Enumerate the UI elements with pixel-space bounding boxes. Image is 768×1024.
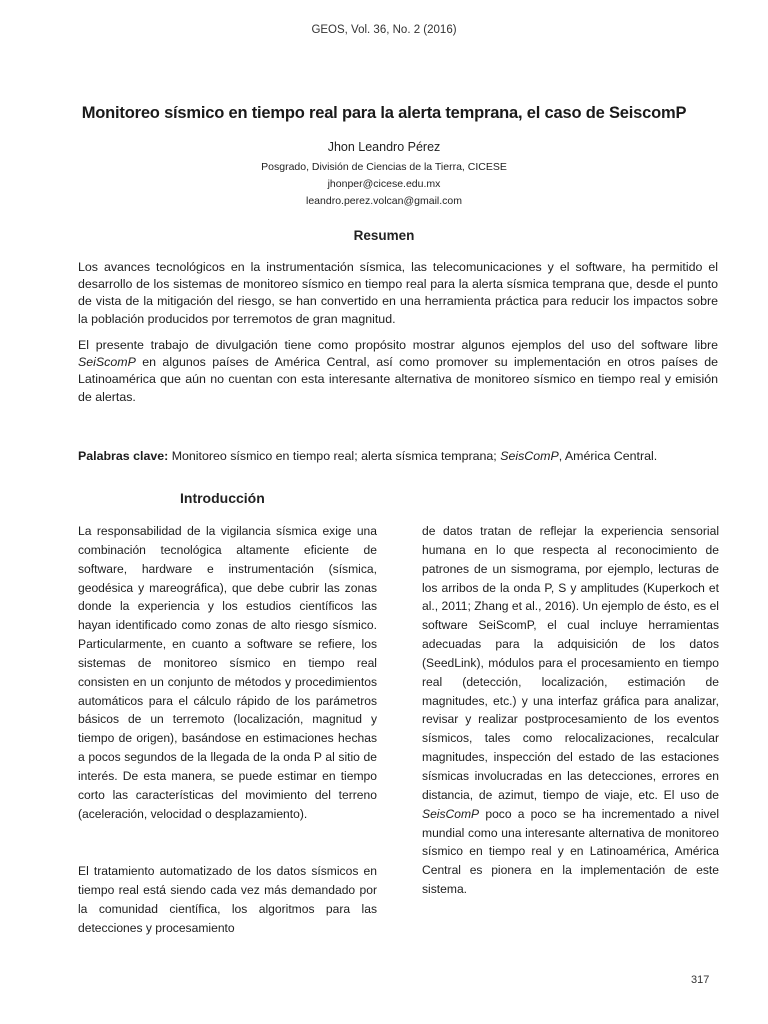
author-email: jhonper@cicese.edu.mx — [327, 178, 441, 190]
intro-right-text-end: poco a poco se ha incrementado a nivel mundial como una interesante alternativa de monitoreo sísmico en tiempo real y en Latinoamérica, América Central es pionera en la implementación de este sistema. — [422, 806, 719, 897]
author-email-alt: leandro.perez.volcan@gmail.com — [306, 195, 462, 207]
author-name: Jhon Leandro Pérez — [327, 140, 441, 154]
abstract-paragraph: Los avances tecnológicos en la instrumentación sísmica, las telecomunicaciones y el software, ha permitido el desarrollo de los sistemas de monitoreo sísmico en tiempo real para la alerta sísmica temprana que, desde el punto de vista de la mitigación del riesgo, se han convertido en una herramienta práctica para reducir los impactos sobre la población producidos por terremotos de gran magnitud. — [78, 260, 718, 326]
intro-right-paragraph — [422, 522, 719, 899]
author-affiliation: Posgrado, División de Ciencias de la Tierra, CICESE — [261, 161, 507, 173]
abstract-text: en algunos países de América Central, así como promover su implementación en otros países de Latinoamérica que aún no cuentan con esta interesante alternativa de monitoreo sísmico en tiempo real y emisión de alertas. — [78, 355, 718, 404]
software-name-italic: SeisComP — [422, 806, 480, 821]
journal-header: GEOS, Vol. 36, No. 2 (2016) — [311, 24, 457, 36]
abstract-text: El presente trabajo de divulgación tiene como propósito mostrar algunos ejemplos del uso del software libre — [78, 338, 718, 352]
keywords-label: Palabras clave: — [78, 449, 169, 463]
intro-left-paragraph: La responsabilidad de la vigilancia sísmica exige una combinación tecnológica altamente eficiente de software, hardware e instrumentación (sísmica, geodésica y mareográfica), que debe cubrir las zonas donde la experiencia y los estudios científicos las hayan identificado como zonas de alto riesgo sísmico. Particularmente, en cuanto a software se refiere, los sistemas de monitoreo sísmico en tiempo real consisten en un conjunto de métodos y procedimientos automáticos para el cálculo rápido de los parámetros básicos de un terremoto (localización, magnitud y tiempo de origen), basándose en estimaciones hechas a pocos segundos de la llegada de la onda P al sitio de interés. De esta manera, se puede estimar en tiempo corto las características del movimiento del terreno (aceleración, velocidad o desplazamiento). — [78, 524, 377, 821]
keywords-text-end: , América Central. — [558, 449, 658, 463]
abstract-paragraph-2 — [78, 337, 718, 406]
keywords — [78, 448, 738, 465]
abstract-heading: Resumen — [353, 228, 415, 243]
keywords-text: Monitoreo sísmico en tiempo real; alerta sísmica temprana; — [168, 449, 501, 463]
page-number: 317 — [691, 974, 710, 986]
section-heading-introduction: Introducción — [180, 490, 265, 506]
paper-title: Monitoreo sísmico en tiempo real para la alerta temprana, el caso de SeiscomP — [81, 104, 687, 122]
intro-right-text: de datos tratan de reflejar la experiencia sensorial humana en lo que respecta al reconocimiento de patrones de un sismograma, por ejemplo, lecturas de los arribos de la onda P, S y amplitudes (Kuperkoch et al., 2011; Zhang et al., 2016). Un ejemplo de ésto, es el software SeiScomP, el cual incluye herramientas adecuadas para la adquisición de los datos (SeedLink), módulos para el procesamiento en tiempo real (detección, localización, estimación de magnitudes, etc.) y una interfaz gráfica para analizar, revisar y realizar postprocesamiento de los eventos sísmicos, tales como relocalizaciones, recalcular magnitudes, inspección del estado de las estaciones sísmicas involucradas en las detecciones, errores en distancia, de azimut, tiempo de viaje, etc. El uso de — [422, 524, 719, 802]
software-name: SeiScomP — [78, 355, 136, 370]
keywords-software: SeisComP — [500, 449, 559, 463]
intro-left-paragraph-2: El tratamiento automatizado de los datos sísmicos en tiempo real está siendo cada vez más demandado por la comunidad científica, los algoritmos para las detecciones y procesamiento — [78, 864, 377, 935]
